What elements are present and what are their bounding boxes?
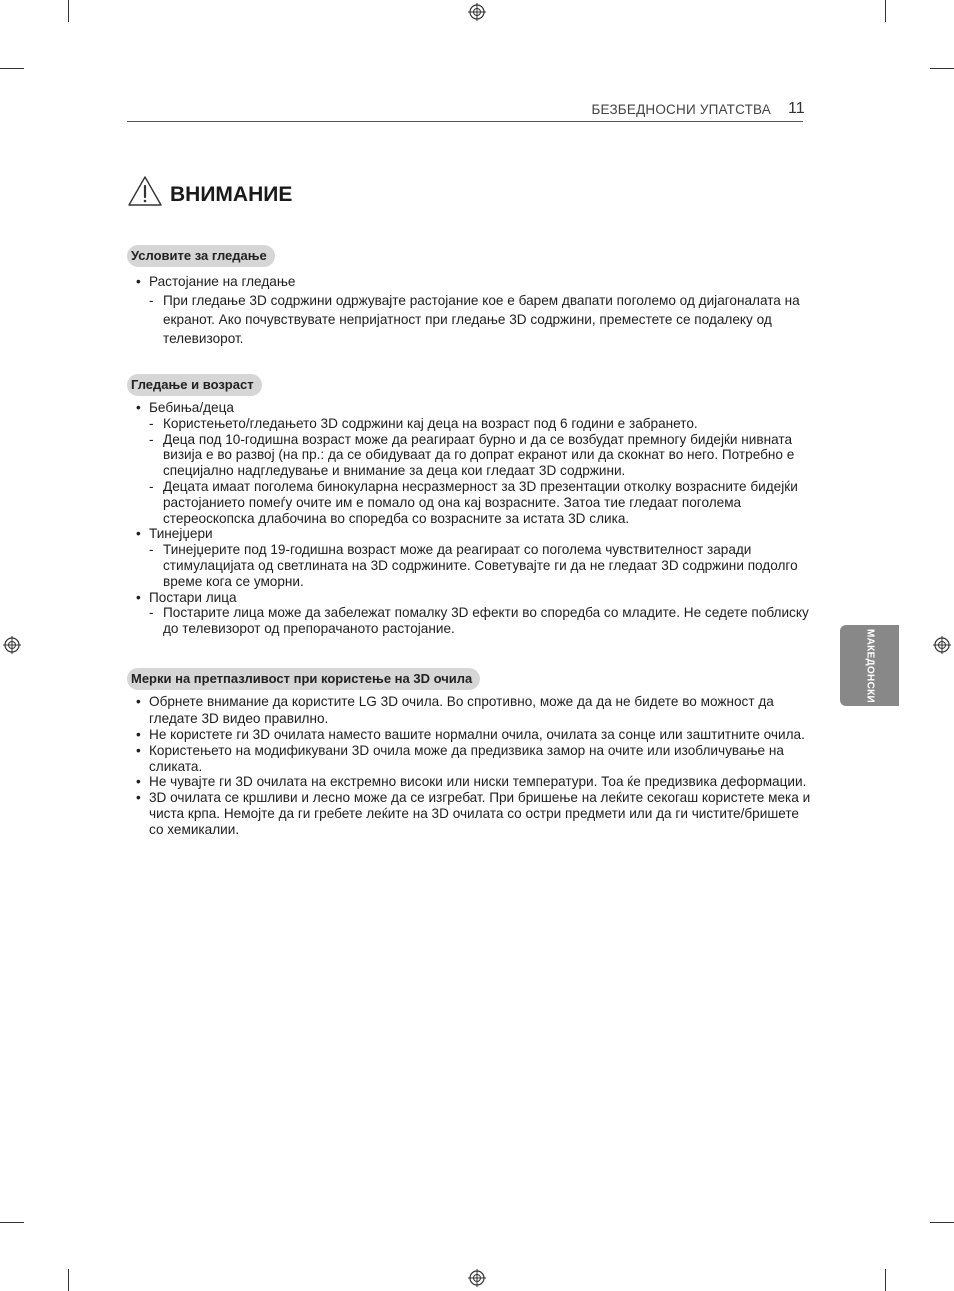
bullet-text: Обрнете внимание да користите LG 3D очила. Во спротивно, може да да не бидете во можност да гледате 3D видео правилно. (149, 694, 774, 726)
dash-text: При гледање 3D содржини одржувајте растојание кое е барем двапати поголемо од дијагоналата на екранот. Ако почувствувате непријатност при гледање 3D содржини, преместете се подалеку од телевизорот. (163, 293, 800, 346)
dash-text: Постарите лица може да забележат помалку 3D ефекти во споредба со младите. Не седете поблиску до телевизорот од препорачаното растојание. (163, 605, 809, 637)
bullet-text: Не чувајте ги 3D очилата на екстремно високи или ниски температури. Тоа ќе предизвика деформации. (149, 774, 807, 790)
section-viewing-age (127, 374, 817, 637)
bullet-text: Тинејџери (149, 526, 213, 542)
page-number: 11 (788, 100, 805, 117)
crop-mark (930, 1222, 954, 1223)
page-title-block (127, 175, 292, 207)
running-header: БЕЗБЕДНОСНИ УПАТСТВА (591, 102, 771, 117)
page-title: ВНИМАНИЕ (170, 183, 293, 206)
language-side-tab (840, 625, 899, 706)
list-item: - Постарите лица може да забележат помалку 3D ефекти во споредба со младите. Не седете поблиску до телевизорот од препорачаното растојание. (149, 605, 809, 637)
crop-mark (885, 1269, 886, 1291)
list-item: • Обрнете внимание да користите LG 3D очила. Во спротивно, може да да не бидете во можност да гледате 3D видео правилно. (136, 694, 774, 726)
crop-mark (930, 68, 954, 69)
dash-list (149, 605, 817, 637)
crop-mark (68, 0, 69, 22)
bullet-list (127, 272, 817, 348)
bullet-list (127, 693, 817, 838)
bullet-text: Не користете ги 3D очилата наместо вашите нормални очила, очилата за сонце или заштитните очила. (149, 727, 805, 742)
list-item: • Бебиња/деца - Користењето/гледањето 3D содржини кај деца на возраст под 6 години е забрането. - Деца под 10-годишна возраст може да реагираат бурно и да се возбудат премногу бидејќи нивната визија е во развој (на пр.: да се обидуваат да го допрат екранот или да скокнат во него. Потребно е специјално надгледување и внимание за деца кои гледаат 3D содржини. - Децата имаат поголема бинокуларна несразмерност за 3D презентации отколку возрасните бидејќи растојанието помеѓу очите им е помало од она кај возрасните. Затоа тие гледаат поголема стереоскопска длабочина во споредба со возрасните за истата 3D слика. (127, 400, 817, 526)
warning-triangle-icon (127, 175, 163, 207)
section-heading: Условите за гледање (127, 245, 275, 267)
language-side-tab-label: МАКЕДОНСКИ (864, 628, 875, 703)
list-item: • Не користете ги 3D очилата наместо вашите нормални очила, очилата за сонце или заштитните очила. (136, 727, 805, 742)
dash-text: Деца под 10-годишна возраст може да реагираат бурно и да се возбудат премногу бидејќи нивната визија е во развој (на пр.: да се обидуваат да го допрат екранот или да скокнат во него. Потребно е специјално надгледување и внимание за деца кои гледаат 3D содржини. (163, 431, 795, 479)
list-item: • Не чувајте ги 3D очилата на екстремно високи или ниски температури. Тоа ќе предизвика деформации. (136, 774, 807, 790)
section-heading: Гледање и возраст (127, 374, 262, 396)
registration-mark-icon (3, 636, 21, 654)
registration-mark-icon (468, 1269, 486, 1287)
section-heading: Мерки на претпазливост при користење на 3D очила (127, 668, 480, 690)
list-item: • Користењето на модификувани 3D очила може да предизвика замор на очите или изобличување на сликата. (136, 742, 784, 774)
crop-mark (68, 1269, 69, 1291)
crop-mark (0, 1222, 24, 1223)
section-3d-glasses-precautions (127, 668, 817, 838)
registration-mark-icon (468, 3, 486, 21)
list-item: - При гледање 3D содржини одржувајте растојание кое е барем двапати поголемо од дијагоналата на екранот. Ако почувствувате непријатност при гледање 3D содржини, преместете се подалеку од телевизорот. (149, 293, 800, 346)
bullet-text: 3D очилата се кршливи и лесно може да се изгребат. При бришење на леќите секогаш користете мека и чиста крпа. Немојте да ги гребете леќите на 3D очилата со остри предмети или да ги чистите/бришете со хемикалии. (149, 790, 811, 837)
dash-list (149, 542, 817, 589)
bullet-list (127, 400, 817, 637)
dash-text: Користењето/гледањето 3D содржини кај деца на возраст под 6 години е забрането. (163, 415, 698, 431)
bullet-text: Бебиња/деца (149, 400, 234, 415)
dash-text: Децата имаат поголема бинокуларна несразмерност за 3D презентации отколку возрасните бидејќи растојанието помеѓу очите им е помало од она кај возрасните. Затоа тие гледаат поголема стереоскопска длабочина во споредба со возрасните за истата 3D слика. (163, 478, 798, 526)
list-item: • Тинејџери - Тинејџерите под 19-годишна возраст може да реагираат со поголема чувствителност заради стимулацијата од светлината на 3D содржините. Советувајте ги да не гледаат 3D содржини подолго време кога се уморни. (127, 526, 817, 589)
registration-mark-icon (933, 636, 951, 654)
list-item: - Деца под 10-годишна возраст може да реагираат бурно и да се возбудат премногу бидејќи нивната визија е во развој (на пр.: да се обидуваат да го допрат екранот или да скокнат во него. Потребно е специјално надгледување и внимание за деца кои гледаат 3D содржини. (149, 431, 795, 479)
bullet-text: Користењето на модификувани 3D очила може да предизвика замор на очите или изобличување на сликата. (149, 742, 784, 774)
list-item: • Растојание на гледање - При гледање 3D содржини одржувајте растојание кое е барем двапати поголемо од дијагоналата на екранот. Ако почувствувате непријатност при гледање 3D содржини, преместете се подалеку од телевизорот. (127, 272, 817, 348)
crop-mark (885, 0, 886, 22)
list-item: • 3D очилата се кршливи и лесно може да се изгребат. При бришење на леќите секогаш користете мека и чиста крпа. Немојте да ги гребете леќите на 3D очилата со остри предмети или да ги чистите/бришете со хемикалии. (136, 790, 811, 837)
list-item: - Тинејџерите под 19-годишна возраст може да реагираат со поголема чувствителност заради стимулацијата од светлината на 3D содржините. Советувајте ги да не гледаат 3D содржини подолго време кога се уморни. (149, 542, 798, 589)
list-item: - Користењето/гледањето 3D содржини кај деца на возраст под 6 години е забрането. (149, 415, 698, 431)
dash-list (149, 291, 817, 348)
list-item: - Децата имаат поголема бинокуларна несразмерност за 3D презентации отколку возрасните бидејќи растојанието помеѓу очите им е помало од она кај возрасните. Затоа тие гледаат поголема стереоскопска длабочина во споредба со возрасните за истата 3D слика. (149, 478, 798, 526)
section-viewing-conditions (127, 245, 817, 348)
dash-list (149, 416, 817, 527)
crop-mark (0, 68, 24, 69)
header-divider (127, 121, 803, 122)
dash-text: Тинејџерите под 19-годишна возраст може да реагираат со поголема чувствителност заради стимулацијата од светлината на 3D содржините. Советувајте ги да не гледаат 3D содржини подолго време кога се уморни. (163, 542, 798, 589)
bullet-text: Растојание на гледање (149, 274, 296, 289)
list-item: • Постари лица - Постарите лица може да забележат помалку 3D ефекти во споредба со младите. Не седете поблиску до телевизорот од препорачаното растојание. (127, 590, 817, 637)
bullet-text: Постари лица (149, 589, 237, 605)
